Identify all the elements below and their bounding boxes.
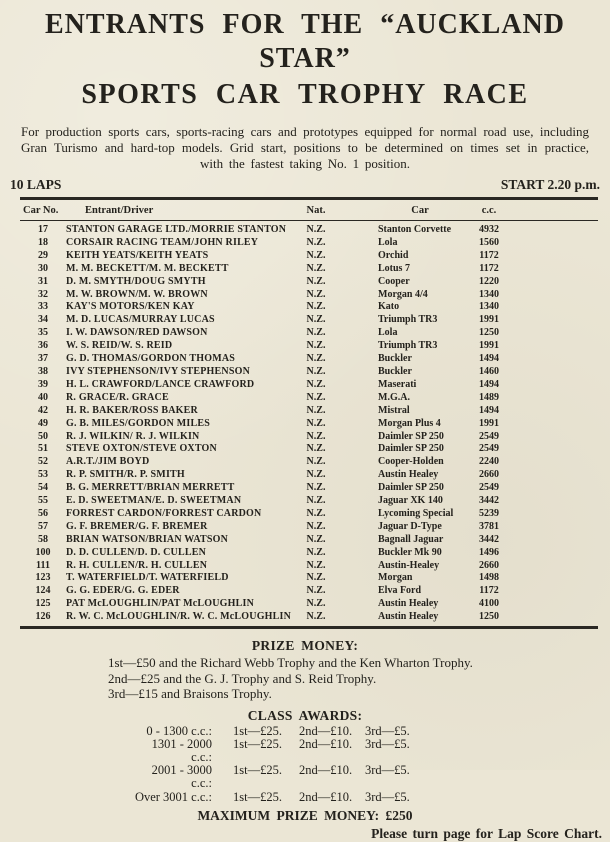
table-row — [20, 547, 598, 560]
cell-entrant-driver: IVY STEPHENSON/IVY STEPHENSON — [66, 365, 250, 377]
cell-car-no: 55 — [38, 495, 48, 507]
class-second-prize: 2nd—£10. — [299, 789, 353, 804]
cell-cc: 2660 — [479, 559, 499, 571]
table-row — [20, 572, 598, 585]
class-awards-table — [0, 725, 610, 804]
cell-entrant-driver: BRIAN WATSON/BRIAN WATSON — [66, 533, 229, 545]
table-row — [20, 237, 598, 250]
cell-nationality: N.Z. — [306, 520, 326, 532]
cell-cc: 1991 — [479, 417, 499, 429]
cell-car-no: 35 — [38, 327, 48, 339]
header-entrant-driver: Entrant/Driver — [85, 205, 154, 216]
cell-car: Buckler — [378, 365, 412, 377]
cell-nationality: N.Z. — [306, 353, 326, 365]
cell-entrant-driver: R. P. SMITH/R. P. SMITH — [66, 469, 185, 481]
cell-nationality: N.Z. — [306, 598, 326, 610]
table-row — [20, 585, 598, 598]
table-row — [20, 521, 598, 534]
cell-nationality: N.Z. — [306, 430, 326, 442]
cell-cc: 2240 — [479, 456, 499, 468]
cell-cc: 3781 — [479, 520, 499, 532]
cell-cc: 1494 — [479, 404, 499, 416]
cell-car: Mistral — [378, 404, 410, 416]
cell-entrant-driver: CORSAIR RACING TEAM/JOHN RILEY — [66, 236, 259, 248]
cell-entrant-driver: R. W. C. McLOUGHLIN/R. W. C. McLOUGHLIN — [66, 611, 292, 623]
cell-cc: 1496 — [479, 546, 499, 558]
cell-car-no: 39 — [38, 378, 48, 390]
table-row — [20, 301, 598, 314]
cell-entrant-driver: STEVE OXTON/STEVE OXTON — [66, 443, 217, 455]
cell-car-no: 58 — [38, 533, 48, 545]
class-third-prize: 3rd—£5. — [365, 723, 410, 738]
cell-car: Morgan — [378, 572, 413, 584]
cell-car-no: 32 — [38, 288, 48, 300]
table-row — [20, 534, 598, 547]
cell-cc: 1460 — [479, 365, 499, 377]
cell-car: Orchid — [378, 249, 409, 261]
class-range-label: 0 - 1300 c.c.: — [146, 723, 212, 738]
cell-nationality: N.Z. — [306, 224, 326, 235]
cell-nationality: N.Z. — [306, 314, 326, 326]
table-row — [20, 405, 598, 418]
cell-cc: 5239 — [479, 507, 499, 519]
cell-nationality: N.Z. — [306, 340, 326, 352]
cell-nationality: N.Z. — [306, 301, 326, 313]
cell-entrant-driver: R. J. WILKIN/ R. J. WILKIN — [66, 430, 200, 442]
class-awards-heading: CLASS AWARDS: — [247, 707, 363, 723]
cell-car-no: 56 — [38, 507, 48, 519]
cell-cc: 1560 — [479, 236, 499, 248]
cell-car: Elva Ford — [378, 585, 422, 597]
table-row — [20, 469, 598, 482]
header-car-no: Car No. — [23, 205, 59, 216]
class-second-prize: 2nd—£10. — [299, 736, 353, 751]
cell-nationality: N.Z. — [306, 559, 326, 571]
header-nationality: Nat. — [306, 205, 326, 216]
table-row — [20, 353, 598, 366]
cell-cc: 1498 — [479, 572, 499, 584]
cell-nationality: N.Z. — [306, 262, 326, 274]
prize-money-line: 2nd—£25 and the G. J. Trophy and S. Reid Trophy. — [108, 670, 377, 686]
cell-car: Lycoming Special — [378, 507, 454, 519]
cell-entrant-driver: B. G. MERRETT/BRIAN MERRETT — [66, 482, 235, 494]
cell-entrant-driver: M. M. BECKETT/M. M. BECKETT — [66, 262, 229, 274]
cell-entrant-driver: G. G. EDER/G. G. EDER — [66, 585, 180, 597]
cell-nationality: N.Z. — [306, 611, 326, 623]
table-row — [20, 431, 598, 444]
cell-nationality: N.Z. — [306, 275, 326, 287]
cell-car-no: 40 — [38, 391, 48, 403]
table-row — [20, 508, 598, 521]
class-range-label: Over 3001 c.c.: — [134, 789, 212, 804]
cell-entrant-driver: PAT McLOUGHLIN/PAT McLOUGHLIN — [66, 598, 255, 610]
cell-car-no: 37 — [38, 353, 48, 365]
cell-cc: 1172 — [479, 249, 499, 261]
cell-car: Morgan 4/4 — [378, 288, 428, 300]
cell-car-no: 30 — [38, 262, 48, 274]
cell-cc: 2660 — [479, 469, 499, 481]
cell-car-no: 125 — [35, 598, 51, 610]
cell-entrant-driver: D. M. SMYTH/DOUG SMYTH — [66, 275, 206, 287]
cell-entrant-driver: G. D. THOMAS/GORDON THOMAS — [66, 353, 236, 365]
cell-nationality: N.Z. — [306, 365, 326, 377]
class-third-prize: 3rd—£5. — [365, 789, 410, 804]
start-time-label: START 2.20 p.m. — [500, 177, 600, 192]
cell-entrant-driver: M. D. LUCAS/MURRAY LUCAS — [66, 314, 215, 326]
cell-car-no: 29 — [38, 249, 48, 261]
cell-entrant-driver: FORREST CARDON/FORREST CARDON — [66, 507, 262, 519]
cell-car: Kato — [378, 301, 400, 313]
cell-entrant-driver: H. L. CRAWFORD/LANCE CRAWFORD — [66, 378, 255, 390]
cell-nationality: N.Z. — [306, 378, 326, 390]
cell-car-no: 31 — [38, 275, 48, 287]
page-title-line1: ENTRANTS FOR THE “AUCKLAND STAR” — [45, 9, 565, 74]
cell-car-no: 51 — [38, 443, 48, 455]
cell-entrant-driver: STANTON GARAGE LTD./MORRIE STANTON — [66, 224, 287, 235]
cell-cc: 1991 — [479, 314, 499, 326]
cell-entrant-driver: T. WATERFIELD/T. WATERFIELD — [66, 572, 229, 584]
class-award-row — [0, 791, 610, 804]
cell-nationality: N.Z. — [306, 585, 326, 597]
table-body — [20, 221, 598, 626]
cell-car-no: 54 — [38, 482, 48, 494]
class-second-prize: 2nd—£10. — [299, 723, 353, 738]
class-first-prize: 1st—£25. — [233, 789, 282, 804]
cell-cc: 1494 — [479, 353, 499, 365]
cell-car: Triumph TR3 — [378, 340, 438, 352]
prize-money-line: 1st—£50 and the Richard Webb Trophy and the Ken Wharton Trophy. — [108, 655, 473, 671]
table-row — [20, 250, 598, 263]
cell-cc: 1220 — [479, 275, 499, 287]
cell-car-no: 33 — [38, 301, 48, 313]
cell-car: Austin Healey — [378, 611, 439, 623]
cell-nationality: N.Z. — [306, 546, 326, 558]
class-range-label: 2001 - 3000 c.c.: — [151, 763, 212, 791]
cell-nationality: N.Z. — [306, 417, 326, 429]
cell-car-no: 18 — [38, 236, 48, 248]
class-first-prize: 1st—£25. — [233, 736, 282, 751]
cell-nationality: N.Z. — [306, 249, 326, 261]
cell-entrant-driver: R. GRACE/R. GRACE — [66, 391, 169, 403]
cell-car: Triumph TR3 — [378, 314, 438, 326]
class-first-prize: 1st—£25. — [233, 723, 282, 738]
cell-entrant-driver: G. F. BREMER/G. F. BREMER — [66, 520, 208, 532]
cell-cc: 1250 — [479, 611, 499, 623]
cell-cc: 3442 — [479, 495, 499, 507]
cell-nationality: N.Z. — [306, 236, 326, 248]
cell-car-no: 124 — [35, 585, 51, 597]
cell-cc: 1340 — [479, 301, 499, 313]
laps-label: 10 LAPS — [10, 177, 62, 192]
cell-car: Daimler SP 250 — [378, 430, 444, 442]
cell-car: Morgan Plus 4 — [378, 417, 441, 429]
table-row — [20, 495, 598, 508]
cell-car: Buckler Mk 90 — [378, 546, 442, 558]
cell-nationality: N.Z. — [306, 572, 326, 584]
cell-entrant-driver: G. B. MILES/GORDON MILES — [66, 417, 210, 429]
class-award-row — [0, 738, 610, 764]
cell-car-no: 53 — [38, 469, 48, 481]
cell-nationality: N.Z. — [306, 469, 326, 481]
cell-car: M.G.A. — [378, 391, 410, 403]
cell-car-no: 17 — [38, 224, 48, 235]
cell-car-no: 49 — [38, 417, 48, 429]
cell-entrant-driver: I. W. DAWSON/RED DAWSON — [66, 327, 208, 339]
cell-cc: 1172 — [479, 585, 499, 597]
cell-nationality: N.Z. — [306, 495, 326, 507]
cell-cc: 1494 — [479, 378, 499, 390]
cell-cc: 4100 — [479, 598, 499, 610]
cell-nationality: N.Z. — [306, 288, 326, 300]
cell-nationality: N.Z. — [306, 327, 326, 339]
cell-car-no: 34 — [38, 314, 48, 326]
prize-money-heading: PRIZE MONEY: — [251, 638, 359, 654]
cell-car-no: 50 — [38, 430, 48, 442]
cell-cc: 1489 — [479, 391, 499, 403]
table-row — [20, 482, 598, 495]
cell-entrant-driver: E. D. SWEETMAN/E. D. SWEETMAN — [66, 495, 242, 507]
cell-car: Buckler — [378, 353, 412, 365]
cell-cc: 1250 — [479, 327, 499, 339]
turn-page-note: Please turn page for Lap Score Chart. — [371, 825, 602, 841]
maximum-prize-money: MAXIMUM PRIZE MONEY: £250 — [197, 807, 413, 823]
table-row — [20, 456, 598, 469]
cell-car: Lola — [378, 327, 398, 339]
cell-car-no: 42 — [38, 404, 48, 416]
table-header-row — [20, 200, 598, 221]
cell-car: Maserati — [378, 378, 417, 390]
table-row — [20, 598, 598, 611]
class-range-label: 1301 - 2000 c.c.: — [151, 736, 212, 764]
table-row — [20, 560, 598, 573]
class-award-row — [0, 725, 610, 738]
cell-car: Bagnall Jaguar — [378, 533, 444, 545]
cell-nationality: N.Z. — [306, 443, 326, 455]
cell-cc: 2549 — [479, 443, 499, 455]
cell-car: Cooper-Holden — [378, 456, 444, 468]
table-row — [20, 314, 598, 327]
header-cc: c.c. — [481, 205, 497, 216]
class-award-row — [0, 764, 610, 790]
table-row — [20, 276, 598, 289]
cell-entrant-driver: M. W. BROWN/M. W. BROWN — [66, 288, 208, 300]
class-third-prize: 3rd—£5. — [365, 763, 410, 778]
table-row — [20, 443, 598, 456]
table-row — [20, 379, 598, 392]
table-row — [20, 392, 598, 405]
cell-nationality: N.Z. — [306, 456, 326, 468]
cell-cc: 1340 — [479, 288, 499, 300]
table-row — [20, 224, 598, 237]
table-row — [20, 263, 598, 276]
cell-entrant-driver: R. H. CULLEN/R. H. CULLEN — [66, 559, 208, 571]
class-second-prize: 2nd—£10. — [299, 763, 353, 778]
cell-car: Lola — [378, 236, 398, 248]
race-info-row — [0, 177, 610, 193]
cell-entrant-driver: D. D. CULLEN/D. D. CULLEN — [66, 546, 207, 558]
cell-entrant-driver: H. R. BAKER/ROSS BAKER — [66, 404, 198, 416]
class-third-prize: 3rd—£5. — [365, 736, 410, 751]
cell-entrant-driver: KEITH YEATS/KEITH YEATS — [66, 249, 209, 261]
cell-car-no: 126 — [35, 611, 51, 623]
page-title-line2: SPORTS CAR TROPHY RACE — [81, 79, 529, 110]
table-row — [20, 327, 598, 340]
prize-money-lines — [108, 655, 610, 702]
cell-car: Daimler SP 250 — [378, 443, 444, 455]
cell-cc: 4932 — [479, 224, 499, 235]
table-row — [20, 611, 598, 624]
cell-car: Austin Healey — [378, 469, 439, 481]
cell-car-no: 57 — [38, 520, 48, 532]
cell-cc: 1991 — [479, 340, 499, 352]
cell-car-no: 36 — [38, 340, 48, 352]
cell-entrant-driver: KAY'S MOTORS/KEN KAY — [66, 301, 195, 313]
cell-car: Jaguar XK 140 — [378, 495, 443, 507]
cell-cc: 2549 — [479, 430, 499, 442]
cell-car: Cooper — [378, 275, 410, 287]
table-row — [20, 418, 598, 431]
cell-nationality: N.Z. — [306, 404, 326, 416]
cell-cc: 2549 — [479, 482, 499, 494]
cell-car-no: 123 — [35, 572, 51, 584]
cell-nationality: N.Z. — [306, 533, 326, 545]
cell-car: Jaguar D-Type — [378, 520, 442, 532]
cell-nationality: N.Z. — [306, 391, 326, 403]
cell-car: Austin Healey — [378, 598, 439, 610]
table-row — [20, 289, 598, 302]
header-car: Car — [411, 205, 429, 216]
cell-nationality: N.Z. — [306, 507, 326, 519]
cell-entrant-driver: A.R.T./JIM BOYD — [66, 456, 150, 468]
cell-car-no: 100 — [35, 546, 51, 558]
cell-car: Lotus 7 — [378, 262, 410, 274]
cell-car: Stanton Corvette — [378, 224, 452, 235]
cell-cc: 3442 — [479, 533, 499, 545]
cell-car: Daimler SP 250 — [378, 482, 444, 494]
table-row — [20, 340, 598, 353]
class-first-prize: 1st—£25. — [233, 763, 282, 778]
cell-car-no: 38 — [38, 365, 48, 377]
cell-cc: 1172 — [479, 262, 499, 274]
prize-money-line: 3rd—£15 and Braisons Trophy. — [108, 686, 272, 702]
cell-nationality: N.Z. — [306, 482, 326, 494]
race-description: For production sports cars, sports-racing cars and prototypes equipped for normal road use, including Gran Turismo and hard-top models. Grid start, positions to be determined on times set in practice, with the fastest taking No. 1 position. — [21, 124, 589, 171]
cell-car: Austin-Healey — [378, 559, 440, 571]
entrants-table — [20, 197, 598, 629]
cell-entrant-driver: W. S. REID/W. S. REID — [66, 340, 173, 352]
cell-car-no: 111 — [36, 559, 50, 571]
table-row — [20, 366, 598, 379]
cell-car-no: 52 — [38, 456, 48, 468]
